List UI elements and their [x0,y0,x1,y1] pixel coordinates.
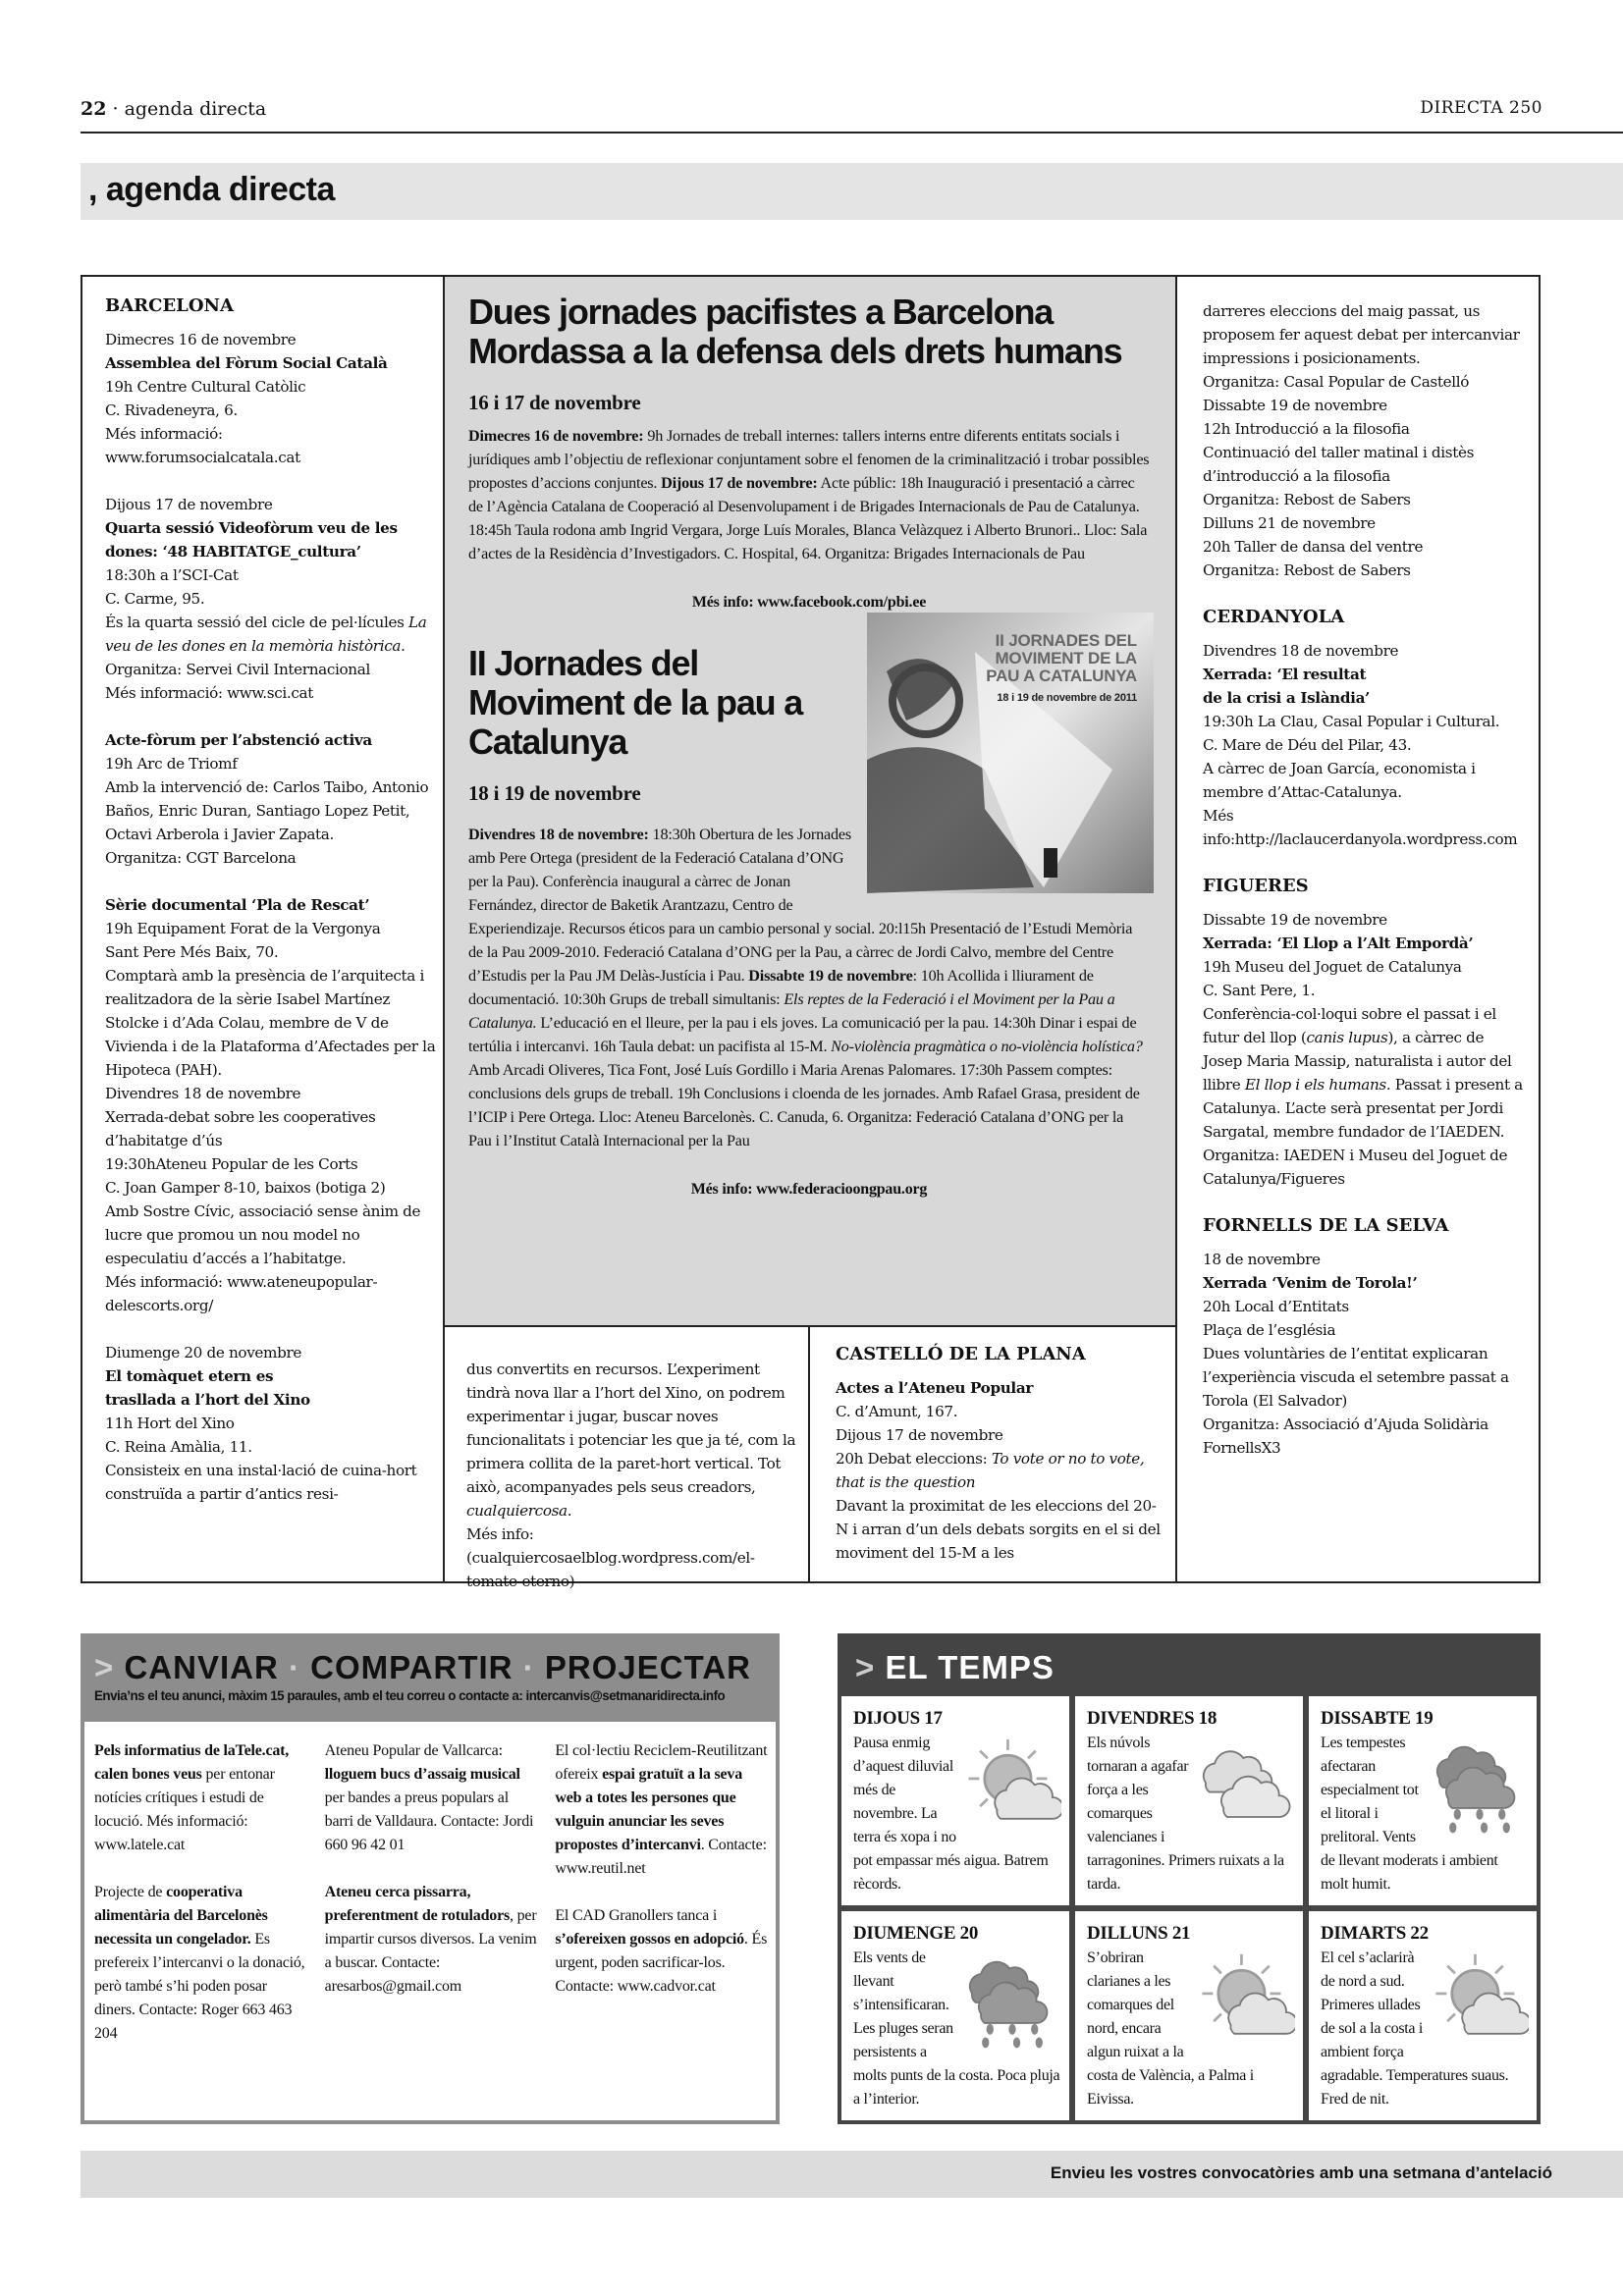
arrow-icon: > [855,1649,876,1685]
separator: · [522,1649,535,1685]
feature-title: Dues jornades pacifistes a Barcelona Mordassa a la defensa dels drets humans [468,292,1122,371]
text-run: Els reptes de la Federació i el Moviment per la Pau a Catalunya. [468,990,1115,1032]
classified-ad [555,1904,768,1999]
text-run: . És urgent, poden sacrificar-los. Contacte: www.cadvor.cat [555,1931,768,1995]
day-name: DIVENDRES 18 [1087,1708,1217,1729]
weather-day [1075,1911,1303,2120]
sun-cloud-icon [1197,1949,1295,2056]
day-name: DIUMENGE 20 [853,1923,979,1944]
event-entry [105,328,444,469]
text-run: Acte-fòrum per l’abstenció activa [105,731,372,749]
location-heading [836,1343,1164,1366]
more-info-link[interactable]: Més info: www.facebook.com/pbi.ee [691,594,927,611]
text-run: FIGUERES [1203,876,1309,896]
location-heading [105,294,444,318]
text-run: Divendres 18 de novembre [1203,642,1399,660]
day-name: DISSABTE 19 [1321,1708,1434,1729]
continuation-cell [466,1358,800,1617]
sun-cloud-icon [963,1734,1061,1842]
footer-text: Envieu les vostres convocatòries amb una setmana d’antelació [1050,2163,1552,2182]
event-poster-image [867,613,1154,893]
text-run: . Més info:(cualquiercosaelblog.wordpress.com/el-tomate-eterno) [466,1502,755,1590]
feature-body [468,424,1150,565]
title-part: CANVIAR [124,1649,279,1685]
text-run: To vote or no to vote, that is the question [836,1450,1145,1491]
text-run: lloguem bucs d’assaig musical [324,1766,520,1783]
text-run: Dimecres 16 de novembre: [468,427,644,445]
day-name: DIMARTS 22 [1321,1923,1429,1944]
event-entry [836,1376,1164,1565]
text-run: cooperativa alimentària del Barcelonès necessita un congelador. [94,1884,268,1948]
text-run: Assemblea del Fòrum Social Català [105,354,388,372]
header-rule [81,132,1623,133]
day-name: DIJOUS 17 [853,1708,943,1729]
text-run: Dissabte 19 de novembre [1203,911,1387,929]
text-run: per bandes a preus populars al barri de Valldaura. Contacte: Jordi 660 96 42 01 [324,1789,534,1853]
weather-day [1309,1696,1537,1905]
text-run: CASTELLÓ DE LA PLANA [836,1344,1086,1364]
text-run: 19h Arc de Triomf Amb la intervenció de: Carlos Taibo, Antonio Baños, Enric Duran, Santiago Lopez Petit, Octavi Arberola i Javier Zapata. Organitza: CGT Barcelona [105,755,429,867]
text-run: Dijous 17 de novembre: [661,474,818,492]
classifieds-column [555,1739,768,2120]
text-run: , per impartir cursos diversos. La venim a buscar. Contacte: aresarbos@gmail.com [324,1907,537,1995]
text-run: Projecte de [94,1884,167,1900]
weather-title-text: EL TEMPS [885,1649,1055,1685]
rain-icon [1431,1734,1529,1842]
text-run: darreres eleccions del maig passat, us proposem fer aquest debat per intercanviar impressions i posicionaments. Organitza: Casal Popular de Castelló Dissabte 19 de novembre 12h Introducció a la filosofia Continuació del taller matinal i distès d’introducció a la filosofia Organitza: Rebost de Sabers Dilluns 21 de novembre 20h Taller de dansa del ventre Organitza: Rebost de Sabers [1203,302,1520,579]
text-run: 11h Hort del Xino C. Reina Amàlia, 11. Consisteix en una instal·lació de cuina-hort construïda a partir d’antics resi- [105,1415,417,1503]
section-band [81,163,1623,220]
text-run: 19h Centre Cultural Catòlic C. Rivadeneyra, 6. Més informació: www.forumsocialcatala.cat [105,378,306,466]
forecast-text: Els vents de llevant s’intensificaran. Les pluges seran persistents a molts punts de la costa. Poca pluja a l’interior. [853,1949,1060,2108]
weather-box [838,1633,1541,2124]
text-run: Divendres 18 de novembre: [468,826,649,843]
federation-logo-icon [1044,848,1057,878]
page-folio [81,98,266,120]
text-run: Xerrada: ‘El Llop a l’Alt Empordà’ [1203,934,1474,952]
text-run: canis lupus [1306,1029,1388,1046]
text-run: Quarta sessió Videofòrum veu de les dones: ‘48 HABITATGE_cultura’ [105,519,398,561]
text-run: Xerrada: ‘El resultat de la crisi a Islàndia’ [1203,666,1370,707]
classifieds-column [325,1739,538,2120]
forecast-text: Els núvols tornaran a agafar força a les comarques valencianes i tarragonines. Primers ruixats a la tarda. [1087,1735,1284,1893]
location-heading [1203,875,1527,898]
text-run: Pels informatius de laTele.cat, calen bones veus [94,1742,290,1783]
text-run: Diumenge 20 de novembre [105,1344,302,1362]
text-run: Davant la proximitat de les eleccions del 20-N i arran d’un dels debats sorgits en el si del moviment del 15-M a les [836,1497,1161,1562]
text-run: No-violència pragmàtica o no-violència holística? [831,1038,1143,1055]
event-entry [1203,1248,1527,1460]
poster-dates: 18 i 19 de novembre de 2011 [997,692,1137,704]
column-divider [1175,275,1177,1583]
column-divider [808,1327,810,1583]
section-name: · agenda directa [106,98,267,120]
classified-ad [94,1881,307,2046]
day-name: DILLUNS 21 [1087,1923,1191,1944]
classifieds-title [84,1633,776,1686]
text-run: Xerrada ‘Venim de Torola!’ [1203,1274,1418,1292]
event-entry [105,893,444,1317]
page-number: 22 [81,98,107,120]
event-entry [105,493,444,705]
text-run: 19h Museu del Joguet de Catalunya C. Sant Pere, 1. Conferència-col·loqui sobre el passat i el futur del llop ( [1203,958,1496,1046]
weather-day [841,1696,1069,1905]
text-run: Acte públic: 18h Inauguració i presentació a càrrec de l’Agència Catalana de Cooperació al Desenvolupament i de Brigades Internacionals de Pau de Catalunya. 18:45h Taula rodona amb Ingrid Vergara, Jorge Luís Morales, Blanca Velàzquez i Alberto Brunori.. Lloc: Sala d’actes de la Residència d’Investigadors. C. Hospital, 64. Organitza: Brigades Internacionals de Pau [468,474,1148,562]
text-run: El llop i els humans. [1244,1076,1391,1094]
forecast-text: Pausa enmig d’aquest diluvial més de novembre. La terra és xopa i no pot empassar més aigua. Batrem rècords. [853,1735,1049,1893]
text-run: Organitza: Servei Civil Internacional Més informació: www.sci.cat [105,661,370,702]
event-entry [1203,908,1527,1191]
text-run: : 10h Acollida i lliurament de documentació. 10:30h Grups de treball simultanis: [468,967,1094,1008]
text-run: 18 de novembre [1203,1251,1321,1268]
text-run: Amb Arcadi Oliveres, Tica Font, José Luís Gordillo i Maria Arenas Palomares. 17:30h Passem comptes: conclusions dels grups de treball. 19h Conclusions i cloenda de les jornades. Amb Rafael Grasa, president de l’ICIP i Pere Ortega. Lloc: Ateneu Barcelonès. C. Canuda, 6. Organitza: Federació Catalana d’ONG per la Pau i l’Institut Català Internacional per la Pau [468,1061,1140,1149]
text-run: Dijous 17 de novembre [105,496,273,513]
classified-ad [325,1881,538,1999]
text-run: dus convertits en recursos. L’experiment tindrà nova llar a l’hort del Xino, on podrem experimentar i jugar, buscar noves funcionalitats i potenciar les que ja té, com la primera collita de la paret-hort vertical. Tot això, acompanyades pels seus creadors, [466,1361,796,1496]
text-run: Ateneu Popular de Vallcarca: [324,1742,503,1759]
text-run: . Contacte: www.reutil.net [555,1837,767,1877]
classified-ad [325,1739,538,1857]
text-run: L’educació en el lleure, per la pau i els joves. La comunicació per la pau. 14:30h Dinar i espai de tertúlia i intercanvi. 16h Taula debat: un pacifista al 15-M. [468,1014,1137,1055]
event-entry [1203,639,1527,851]
classifieds-subtitle: Envia’ns el teu anunci, màxim 15 paraules, amb el teu correu o contacte a: intercanvis@setmanaridirecta.info [94,1688,726,1703]
feature-date: 18 i 19 de novembre [468,781,641,805]
text-run: Ateneu cerca pissarra, preferentment de rotuladors [324,1884,511,1924]
title-part: PROJECTAR [544,1649,751,1685]
classified-ad [94,1739,307,1857]
text-run: ), a càrrec de Josep Maria Massip, naturalista i autor del llibre [1203,1029,1512,1094]
section-band-title: , agenda directa [88,171,335,208]
text-run: Actes a l’Ateneu Popular [836,1379,1033,1397]
castello-cell [836,1343,1164,1588]
text-run: Es prefereix l’intercanvi o la donació, però també s’hi poden posar diners. Contacte: Roger 663 463 204 [94,1931,305,2042]
right-column [1203,299,1527,1483]
text-run: per entonar notícies crítiques i estudi de locució. Més informació: www.latele.cat [94,1766,275,1853]
text-run: s’ofereixen gossos en adopció [555,1931,744,1948]
text-run: Dimecres 16 de novembre [105,331,297,348]
event-entry [1203,299,1527,582]
location-heading [1203,606,1527,629]
classifieds-box [81,1633,780,2124]
event-entry [466,1358,800,1593]
text-run: 19:30h La Clau, Casal Popular i Cultural. C. Mare de Déu del Pilar, 43. A càrrec de Joan García, economista i membre d’Attac-Catalunya. Més info:http://laclaucerdanyola.wordpress.com [1203,713,1518,848]
location-heading [1203,1214,1527,1238]
text-run: La veu de les dones en la memòria històrica. [105,614,427,655]
text-run: El tomàquet etern es trasllada a l’hort del Xino [105,1367,310,1409]
poster-line: PAU A CATALUNYA [986,667,1137,685]
clouds-icon [1197,1734,1295,1842]
text-run: BARCELONA [105,295,234,316]
featured-events-box [445,277,1175,1327]
text-run: Dissabte 19 de novembre [748,967,913,985]
feature-title: II Jornades del Moviment de la pau a Catalunya [468,643,803,762]
text-run: 19h Equipament Forat de la Vergonya Sant Pere Més Baix, 70. Comptarà amb la presència de l’arquitecta i realitzadora de la sèrie Isabel Martínez Stolcke i d’Ada Colau, membre de V de Vivienda i de la Plataforma d’Afectades per la Hipoteca (PAH). Divendres 18 de novembre Xerrada-debat sobre les cooperatives d’habitatge d’ús 19:30hAteneu Popular de les Corts C. Joan Gamper 8-10, baixos (botiga 2) Amb Sostre Cívic, associació sense ànim de lucre que promou un nou model no especulatiu d’accés a l’habitatge. Més informació: www.ateneupopular-delescorts.org/ [105,920,436,1314]
text-run: CERDANYOLA [1203,607,1345,627]
title-part: COMPARTIR [310,1649,514,1685]
arrow-icon: > [94,1649,115,1685]
weather-day [1075,1696,1303,1905]
text-run: 18:30h a l’SCI-Cat C. Carme, 95. És la quarta sessió del cicle de pel·lícules [105,566,405,631]
rain-icon [963,1949,1061,2056]
event-entry [105,1341,444,1506]
forecast-text: El cel s’aclarirà de nord a sud. Primeres ullades de sol a la costa i ambient força agradable. Temperatures suaus. Fred de nit. [1321,1949,1509,2108]
text-run: Sèrie documental ‘Pla de Rescat’ [105,896,370,914]
footer-band [81,2151,1623,2198]
poster-line: II JORNADES DEL [995,631,1137,650]
poster-line: MOVIMENT DE LA [995,649,1137,667]
sun-cloud-icon [1431,1949,1529,2056]
text-run: 18:30h Obertura de les Jornades amb Pere Ortega (president de la Federació Catalana d’ONG per la Pau). Conferència inaugural a càrrec de Jonan Fernández, director de Baketik Arantzazu, Centro de Experiendizaje. Recursos éticos para un cambio personal y social. 20:l15h Presentació de l’Estudi Memòria de la Pau 2009-2010. Federació Catalana d’ONG per la Pau, a càrrec de Jordi Calvo, membre del Centre d’Estudis per la Pau JM Delàs-Justícia i Pau. [468,826,1133,985]
more-info-link[interactable]: Més info: www.federacioongpau.org [690,1181,928,1198]
text-run: C. d’Amunt, 167. Dijous 17 de novembre 20h Debat eleccions: [836,1403,1003,1468]
classifieds-columns [84,1722,776,2120]
text-run: FORNELLS DE LA SELVA [1203,1215,1449,1236]
event-entry [105,728,444,870]
barcelona-column [105,294,444,1529]
feature-date: 16 i 17 de novembre [468,391,641,414]
forecast-text: Les tempestes afectaran especialment tot el litoral i prelitoral. Vents de llevant moderats i ambient molt humit. [1321,1735,1498,1893]
text-run: El CAD Granollers tanca i [555,1907,718,1924]
separator: · [288,1649,300,1685]
weather-day [1309,1911,1537,2120]
text-run: 9h Jornades de treball internes: tallers interns entre diferents entitats socials i jurídiques amb l’objectiu de reflexionar conjuntament sobre el fenomen de la criminalització i trobar possibles propostes d’accions conjuntes. [468,427,1150,492]
text-run: cualquiercosa [466,1502,568,1520]
text-run: espai gratuït a la seva web a totes les persones que vulguin anunciar les seves propostes d’intercanvi [555,1766,743,1853]
text-run: El col·lectiu Reciclem-Reutilitzant ofereix [555,1742,768,1783]
classified-ad [555,1739,768,1881]
weather-grid [841,1696,1537,2120]
weather-title [841,1633,1537,1686]
issue-number: DIRECTA 250 [1420,98,1542,118]
text-run: Passat i present a Catalunya. L’acte serà presentat per Jordi Sargatal, membre fundador de l’IAEDEN. Organitza: IAEDEN i Museu del Joguet de Catalunya/Figueres [1203,1076,1523,1188]
forecast-text: S’obriran clarianes a les comarques del nord, encara algun ruixat a la costa de València, a Palma i Eivissa. [1087,1949,1254,2108]
weather-day [841,1911,1069,2120]
text-run: 20h Local d’Entitats Plaça de l’església Dues voluntàries de l’entitat explicaran l’experiència viscuda el setembre passat a Torola (El Salvador) Organitza: Associació d’Ajuda Solidària FornellsX3 [1203,1298,1509,1457]
classifieds-column [94,1739,307,2120]
